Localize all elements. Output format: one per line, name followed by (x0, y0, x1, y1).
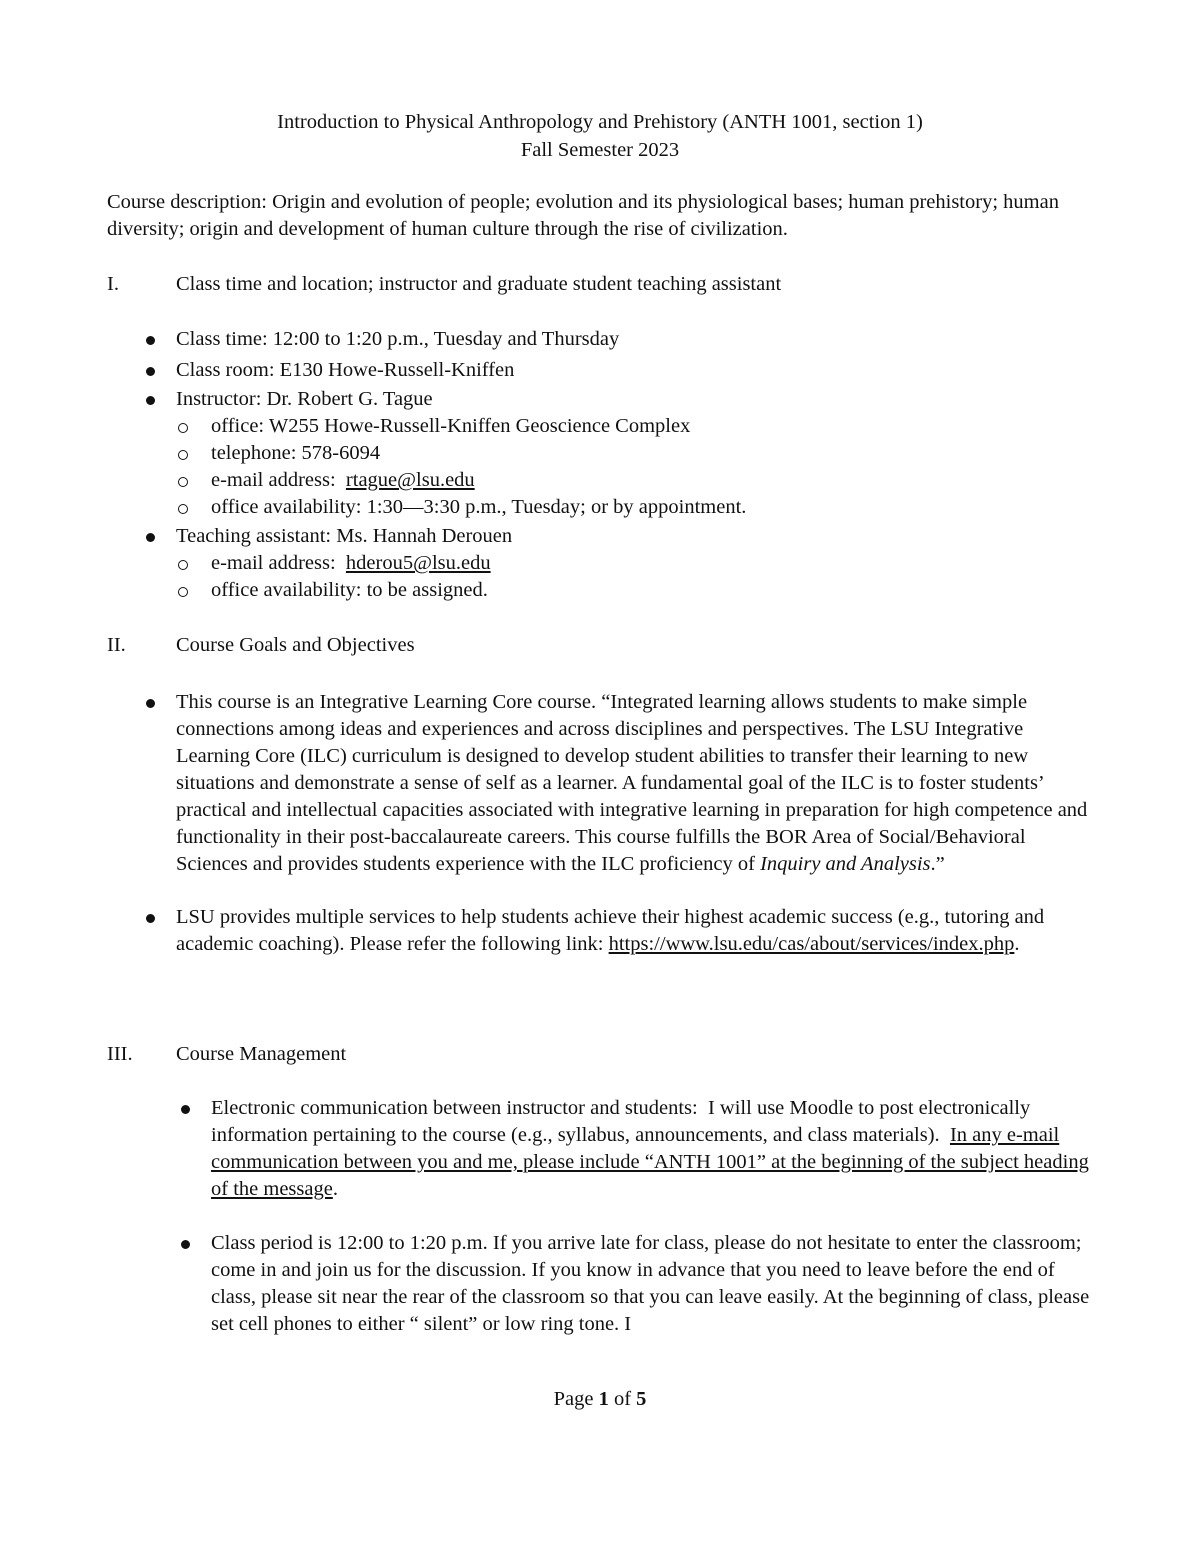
list-item: office availability: 1:30—3:30 p.m., Tuesday; or by appointment. (211, 494, 1116, 521)
list-item: LSU provides multiple services to help students achieve their highest academic success (e.g., tutoring and academic coaching). Please refer the following link: https://www.lsu.edu/cas/about/services/index.php. (176, 904, 1094, 958)
section-title: Course Goals and Objectives (176, 634, 415, 656)
list-item: office availability: to be assigned. (211, 577, 1116, 604)
list-item: e-mail address: rtague@lsu.edu (211, 467, 1116, 494)
document-header (0, 108, 1200, 164)
ta-details (211, 550, 1116, 604)
instructor-email-link[interactable]: rtague@lsu.edu (345, 469, 475, 491)
list-item: Teaching assistant: Ms. Hannah Derouen e-mail address: hderou5@lsu.edu office availability: to be assigned. (176, 523, 1116, 604)
section-title: Course Management (176, 1043, 347, 1065)
current-page-number: 1 (598, 1388, 609, 1410)
list-item: office: W255 Howe-Russell-Kniffen Geoscience Complex (211, 413, 1116, 440)
list-item: Electronic communication between instructor and students: I will use Moodle to post electronically information pertaining to the course (e.g., syllabus, announcements, and class materials). In any e-mail communication between you and me, please include “ANTH 1001” at the beginning of the subject heading of the message. (211, 1095, 1096, 1203)
section-number: II. (107, 634, 126, 656)
course-title: Introduction to Physical Anthropology and Prehistory (ANTH 1001, section 1) (277, 111, 923, 133)
list-item: Instructor: Dr. Robert G. Tague office: W255 Howe-Russell-Kniffen Geoscience Complex telephone: 578-6094 e-mail address: rtague@lsu.edu office availability: 1:30—3:30 p.m., Tuesday; or by appointment. (176, 386, 1116, 521)
list-item: e-mail address: hderou5@lsu.edu (211, 550, 1116, 577)
list-item: Class period is 12:00 to 1:20 p.m. If you arrive late for class, please do not hesitate to enter the classroom; come in and join us for the discussion. If you know in advance that you need to leave before the end of class, please sit near the rear of the classroom so that you can leave easily. At the beginning of class, please set cell phones to either “ silent” or low ring tone. I (211, 1230, 1096, 1338)
list-item: telephone: 578-6094 (211, 440, 1116, 467)
class-info-list (176, 326, 1116, 604)
section-title: Class time and location; instructor and graduate student teaching assistant (176, 273, 782, 295)
semester: Fall Semester 2023 (520, 139, 680, 161)
ilc-proficiency: Inquiry and Analysis (760, 853, 931, 875)
page-footer: Page 1 of 5 (553, 1388, 647, 1410)
list-item: Class time: 12:00 to 1:20 p.m., Tuesday and Thursday (176, 326, 1116, 353)
services-link[interactable]: https://www.lsu.edu/cas/about/services/index.php (608, 933, 1015, 955)
list-item: Class room: E130 Howe-Russell-Kniffen (176, 357, 1116, 384)
management-list (211, 1095, 1096, 1338)
list-item: This course is an Integrative Learning Core course. “Integrated learning allows students to make simple connections among ideas and experiences and across disciplines and perspectives. The LSU Integrative Learning Core (ILC) curriculum is designed to develop student abilities to transfer their learning to new situations and demonstrate a sense of self as a learner. A fundamental goal of the ILC is to foster students’ practical and intellectual capacities associated with integrative learning in preparation for high competence and functionality in their post-baccalaureate careers. This course fulfills the BOR Area of Social/Behavioral Sciences and provides students experience with the ILC proficiency of Inquiry and Analysis.” (176, 689, 1094, 878)
section-number: I. (107, 273, 119, 295)
total-page-number: 5 (636, 1388, 647, 1410)
course-description: Course description: Origin and evolution of people; evolution and its physiological bases; human prehistory; human diversity; origin and development of human culture through the rise of civilization. (107, 191, 1059, 240)
goals-list (176, 689, 1094, 958)
section-number: III. (107, 1043, 133, 1065)
ta-email-link[interactable]: hderou5@lsu.edu (345, 552, 491, 574)
instructor-details (211, 413, 1116, 521)
email-instruction: In any e-mail communication between you and me, please include “ANTH 1001” at the beginning of the subject heading of the message (211, 1124, 1089, 1200)
